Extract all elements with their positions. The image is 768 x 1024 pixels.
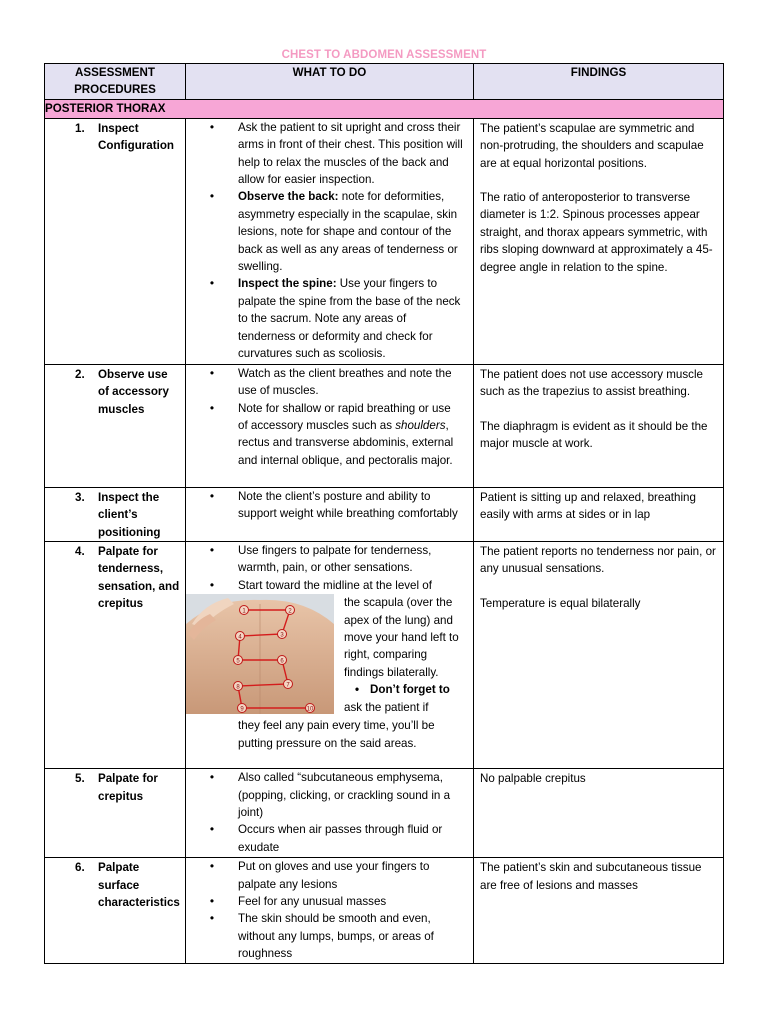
- table-row: [45, 118, 724, 364]
- section-row: [45, 99, 724, 118]
- row-number: 4.: [75, 545, 85, 559]
- row-number: 5.: [75, 772, 85, 786]
- procedure-label: Inspect Configuration: [98, 121, 174, 153]
- todo-lead: Observe the back:: [238, 190, 339, 204]
- finding-text: No palpable crepitus: [480, 772, 586, 786]
- table-row: 4. Palpate for tenderness, sensation, and crepitus • Use fingers to palpate for tenderness, warmth, pain, or other sensations. • Start toward the midline at the level of 1 2 3 4 5 6 7 8 9 10 the scapula (over the apex of the lung) and move your hand left to right, comparing findings bilaterally. • Don’t forget to ask the patient if they feel any pain every time, you’ll be putting pressure on the said areas. The patient reports no tenderness nor pain, or any unusual sensations. Temperature is equal bilaterally: [45, 542, 724, 769]
- palpation-point-label: 10: [306, 706, 314, 713]
- procedure-label: Palpate for tenderness, sensation, and crepitus: [98, 545, 180, 611]
- header-what-to-do: WHAT TO DO: [186, 64, 474, 100]
- palpation-point: [278, 630, 287, 639]
- row-number: 3.: [75, 490, 85, 504]
- todo-list: [186, 858, 473, 962]
- palpation-point-label: 4: [238, 634, 242, 641]
- todo-list: [186, 542, 473, 594]
- palpation-point: [234, 682, 243, 691]
- todo-text: Also called “subcutaneous emphysema, (popping, clicking, or crackling sound in a joint): [238, 771, 451, 820]
- list-item: • Feel for any unusual masses: [186, 893, 463, 910]
- todo-text: Feel for any unusual masses: [238, 895, 387, 909]
- table-header-row: [45, 64, 724, 100]
- list-item: • Put on gloves and use your fingers to palpate any lesions: [186, 858, 463, 893]
- list-item: • Inspect the spine: Use your fingers to palpate the spine from the base of the neck to the sacrum. Note any areas of tenderness or deformity and check for curvatures such as scoliosis.: [209, 276, 461, 361]
- todo-list: [186, 488, 473, 523]
- list-item: • Start toward the midline at the level of: [186, 577, 463, 594]
- todo-text: Don’t forget to: [370, 683, 450, 697]
- todo-list: [186, 365, 473, 469]
- header-assessment-procedures: ASSESSMENT PROCEDURES: [45, 64, 186, 100]
- palpation-point-label: 5: [236, 658, 240, 665]
- finding-text: The patient’s skin and subcutaneous tissue are free of lesions and masses: [480, 861, 702, 892]
- document-title: CHEST TO ABDOMEN ASSESSMENT: [281, 49, 487, 61]
- todo-text: The skin should be smooth and even, without any lumps, bumps, or areas of roughness: [238, 912, 434, 961]
- todo-italic: shoulders: [395, 419, 446, 433]
- procedure-label: Observe use of accessory muscles: [98, 367, 169, 416]
- palpation-point-label: 8: [236, 684, 240, 691]
- palpation-point-label: 6: [280, 658, 284, 665]
- procedure-label: Palpate surface characteristics: [98, 861, 180, 910]
- table-row: [45, 769, 724, 858]
- palpation-point: [238, 704, 247, 713]
- list-item: • Note the client’s posture and ability to support weight while breathing comfortably: [186, 488, 463, 523]
- palpation-point: [240, 606, 249, 615]
- assessment-table: [44, 63, 724, 964]
- row-number: 6.: [75, 861, 85, 875]
- todo-list: [186, 769, 473, 856]
- table-row: [45, 487, 724, 541]
- palpation-point: [278, 656, 287, 665]
- row-number: 2.: [75, 367, 85, 381]
- finding-text: The patient’s scapulae are symmetric and non-protruding, the shoulders and scapulae are at equal horizontal positions.: [480, 121, 704, 170]
- todo-text: Note for shallow or rapid breathing or use of accessory muscles such as: [238, 401, 451, 433]
- table-row: [45, 364, 724, 487]
- finding-text: The diaphragm is evident as it should be the major muscle at work.: [480, 419, 708, 451]
- table-row: [45, 858, 724, 964]
- palpation-point-label: 2: [288, 608, 292, 615]
- todo-text: Ask the patient to sit upright and cross their arms in front of their chest. This position will help to relax the muscles of the back and allow for easier inspection.: [238, 120, 463, 187]
- todo-text: Use your fingers to palpate the spine from the base of the neck to the sacrum. Note any areas of tenderness or deformity and check for curvatures such as scoliosis.: [238, 277, 461, 361]
- row-number: 1.: [75, 121, 85, 135]
- todo-lead: Inspect the spine:: [238, 277, 337, 291]
- todo-text: Use fingers to palpate for tenderness, warmth, pain, or other sensations.: [238, 544, 432, 575]
- palpation-point: [236, 632, 245, 641]
- list-item: • Observe the back: note for deformities, asymmetry especially in the scapulae, skin lesions, note for shape and contour of the back as well as any areas of tenderness or swelling.: [209, 189, 458, 274]
- todo-text: Watch as the client breathes and note the use of muscles.: [238, 366, 452, 398]
- todo-text: , rectus and transverse abdominis, external and internal oblique, and pectoralis major.: [238, 419, 454, 467]
- palpation-point: [284, 680, 293, 689]
- palpation-point-label: 3: [280, 632, 284, 639]
- palpation-point-label: 7: [286, 682, 290, 689]
- todo-text: Occurs when air passes through fluid or exudate: [238, 823, 443, 854]
- todo-text: Note the client’s posture and ability to support weight while breathing comfortably: [238, 489, 458, 521]
- palpation-point: [286, 606, 295, 615]
- list-item: • Watch as the client breathes and note the use of muscles.: [186, 365, 463, 400]
- finding-text: The ratio of anteroposterior to transverse diameter is 1:2. Spinous processes appear straight, and thorax appears symmetric, with ribs sloping downward at approximately a 45-degree angle in relation to the spine.: [480, 191, 713, 274]
- list-item: • Note for shallow or rapid breathing or use of accessory muscles such as shoulders, rectus and transverse abdominis, external and internal oblique, and pectoralis major.: [209, 400, 454, 467]
- todo-text: they feel any pain every time, you’ll be putting pressure on the said areas.: [238, 719, 435, 750]
- list-item: • Use fingers to palpate for tenderness, warmth, pain, or other sensations.: [186, 542, 463, 577]
- finding-text: The patient reports no tenderness nor pain, or any unusual sensations.: [480, 545, 716, 576]
- todo-text: Start toward the midline at the level of: [238, 578, 432, 592]
- list-item: • Occurs when air passes through fluid or exudate: [186, 821, 463, 856]
- list-item: • Also called “subcutaneous emphysema, (popping, clicking, or crackling sound in a joint): [186, 769, 463, 821]
- list-item: • The skin should be smooth and even, without any lumps, bumps, or areas of roughness: [186, 910, 463, 962]
- back-palpation-figure: [186, 594, 334, 714]
- palpation-diagram-image: [186, 594, 334, 714]
- palpation-point: [234, 656, 243, 665]
- todo-list: [186, 119, 473, 363]
- todo-text: note for deformities, asymmetry especially in the scapulae, skin lesions, note for shape and contour of the back as well as any areas of tenderness or swelling.: [238, 190, 458, 274]
- todo-text: the scapula (over the apex of the lung) and move your hand left to right, comparing findings bilaterally.: [344, 596, 459, 679]
- header-findings: FINDINGS: [474, 64, 724, 100]
- list-item: • Ask the patient to sit upright and cross their arms in front of their chest. This position will help to relax the muscles of the back and allow for easier inspection.: [209, 119, 463, 187]
- finding-text: Patient is sitting up and relaxed, breathing easily with arms at sides or in lap: [480, 490, 696, 522]
- procedure-label: Inspect the client’s positioning: [98, 490, 161, 539]
- finding-text: The patient does not use accessory muscle such as the trapezius to assist breathing.: [480, 367, 703, 399]
- section-title: POSTERIOR THORAX: [45, 99, 724, 118]
- procedure-label: Palpate for crepitus: [98, 772, 158, 803]
- palpation-point-label: 1: [242, 608, 246, 615]
- palpation-point: [306, 704, 315, 713]
- palpation-point-label: 9: [240, 706, 244, 713]
- todo-text: Put on gloves and use your fingers to palpate any lesions: [238, 860, 430, 891]
- finding-text: Temperature is equal bilaterally: [480, 596, 641, 610]
- todo-text-cont: ask the patient if: [344, 700, 429, 714]
